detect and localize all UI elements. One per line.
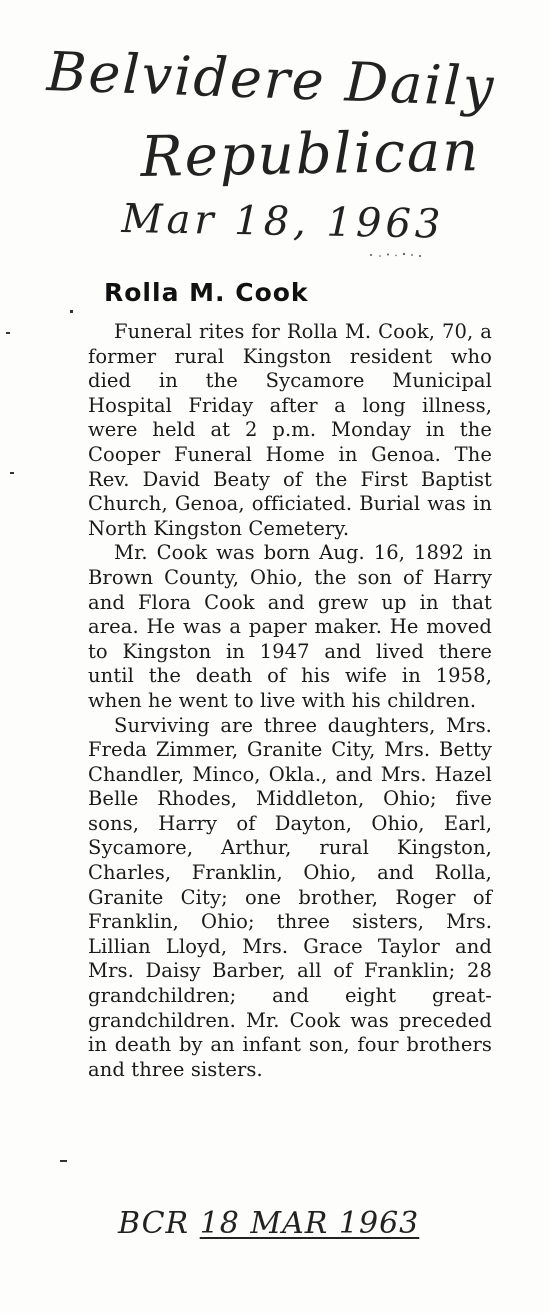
obituary-paragraph: Surviving are three daughters, Mrs. Freda Zimmer, Granite City, Mrs. Betty Chandler, Minco, Okla., and Mrs. Hazel Belle Rhodes, Middleton, Ohio; five sons, Harry of Dayton, Ohio, Earl, Sycamore, Arthur, rural Kingston, Charles, Franklin, Ohio, and Rolla, Granite City; one brother, Roger of Franklin, Ohio; three sisters, Mrs. Lillian Lloyd, Mrs. Grace Taylor and Mrs. Daisy Barber, all of Franklin; 28 grandchildren; and eight great-grandchildren. Mr. Cook was preceded in death by an infant son, four brothers and three sisters. [88,713,492,1081]
obituary-paragraph: Funeral rites for Rolla M. Cook, 70, a former rural Kingston resident who died in the Sycamore Municipal Hospital Friday after a long illness, were held at 2 p.m. Monday in the Cooper Funeral Home in Genoa. The Rev. David Beaty of the First Baptist Church, Genoa, officiated. Burial was in North Kingston Cemetery. [88,320,492,540]
margin-dot [6,332,10,334]
handwritten-date: Mar 18, 1963 [121,196,445,248]
ink-speckle-decoration [368,252,428,258]
obituary-heading: Rolla M. Cook [104,278,309,307]
handwritten-newspaper-name-cont: Republican [140,119,481,190]
obituary-body [88,320,492,1082]
margin-dot [70,310,73,313]
handwritten-archive-note [118,1206,419,1241]
obituary-paragraph: Mr. Cook was born Aug. 16, 1892 in Brown County, Ohio, the son of Harry and Flora Cook and grew up in that area. He was a paper maker. He moved to Kingston in 1947 and lived there until the death of his wife in 1958, when he went to live with his children. [88,541,492,712]
archive-date: 18 MAR 1963 [199,1206,420,1241]
archive-prefix: BCR [118,1206,190,1241]
margin-dot [10,472,14,474]
handwritten-newspaper-name: Belvidere Daily [45,40,497,119]
margin-dash [60,1160,67,1162]
